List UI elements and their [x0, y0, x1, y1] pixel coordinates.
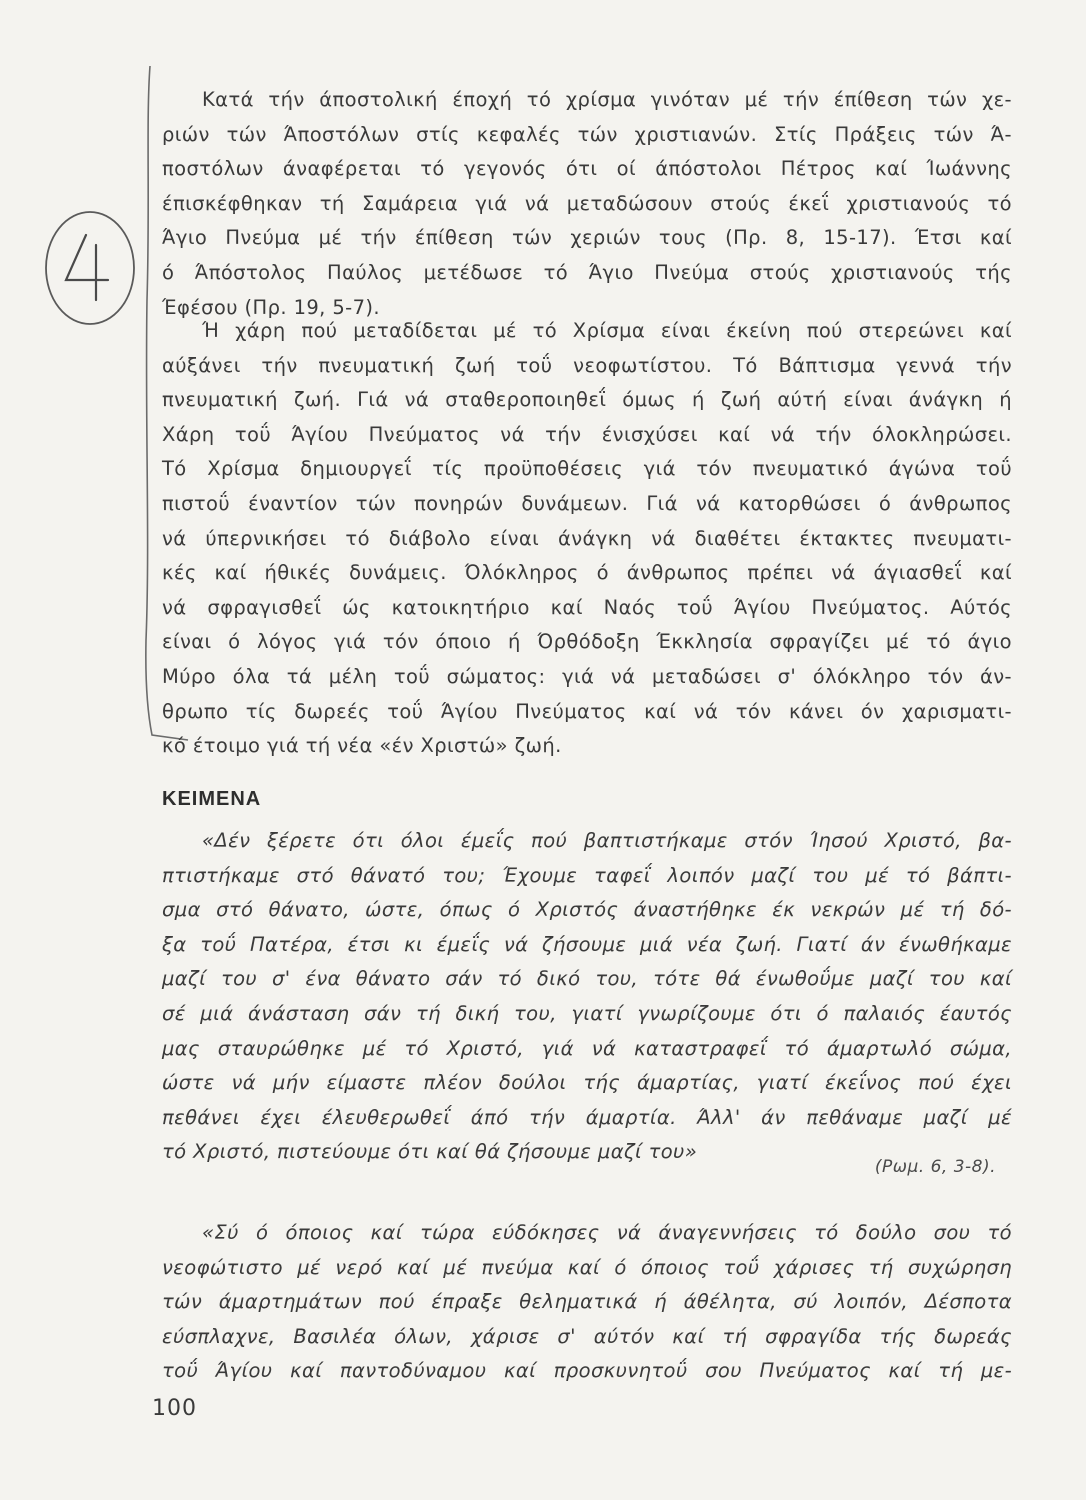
text-line: κό έτοιμο γιά τή νέα «έν Χριστώ» ζωή.	[162, 734, 562, 758]
text-line: κές καί ήθικές δυνάμεις. Όλόκληρος ό άνθρωπος πρέπει νά άγιασθεΐ καί	[162, 561, 1012, 585]
text-line: αύξάνει τήν πνευματική ζωή τοΰ νεοφωτίστου. Τό Βάπτισμα γεννά τήν	[162, 353, 1012, 377]
text-line: ό Άπόστολος Παύλος μετέδωσε τό Άγιο Πνεύμα στούς χριστιανούς τής	[162, 260, 1012, 284]
quote-line: ξα τοΰ Πατέρα, έτσι κι έμεΐς νά ζήσουμε μιά νέα ζωή. Γιατί άν ένωθήκαμε	[162, 932, 1012, 956]
quote-line: σμα στό θάνατο, ώστε, όπως ό Χριστός άναστήθηκε έκ νεκρών μέ τή δό-	[162, 898, 1012, 922]
quote-line: ώστε νά μήν είμαστε πλέον δούλοι τής άμαρτίας, γιατί έκεΐνος πού έχει	[162, 1071, 1012, 1095]
quote-line: «Δέν ξέρετε ότι όλοι έμεΐς πού βαπτιστήκαμε στόν Ίησού Χριστό, βα-	[202, 829, 1012, 852]
section-heading: ΚΕΙΜΕΝΑ	[162, 788, 262, 810]
quote-line: τοΰ Άγίου καί παντοδύναμου καί προσκυνητοΰ σου Πνεύματος καί τή με-	[162, 1359, 1012, 1383]
text-line: πιστοΰ έναντίον τών πονηρών δυνάμεων. Γιά νά κατορθώσει ό άνθρωπος	[162, 491, 1012, 515]
text-line: Μύρο όλα τά μέλη τοΰ σώματος: γιά νά μεταδώσει σ' όλόκληρο τόν άν-	[162, 664, 1012, 688]
text-line: νά ύπερνικήσει τό διάβολο είναι άνάγκη νά διαθέτει έκτακτες πνευματι-	[162, 526, 1012, 550]
text-line: ριών τών Άποστόλων στίς κεφαλές τών χριστιανών. Στίς Πράξεις τών Ά-	[162, 122, 1012, 146]
paragraph-1	[162, 83, 1012, 325]
text-line: Χάρη τοΰ Άγίου Πνεύματος νά τήν ένισχύσει καί νά τήν όλοκληρώσει.	[162, 422, 1012, 446]
text-line: πνευματική ζωή. Γιά νά σταθεροποιηθεΐ όμως ή ζωή αύτή είναι άνάγκη ή	[162, 388, 1012, 412]
quote-line: εύσπλαχνε, Βασιλέα όλων, χάρισε σ' αύτόν καί τή σφραγίδα τής δωρεάς	[162, 1324, 1012, 1348]
text-line: νά σφραγισθεΐ ώς κατοικητήριο καί Ναός τοΰ Άγίου Πνεύματος. Αύτός	[162, 595, 1012, 619]
quote-line: μας σταυρώθηκε μέ τό Χριστό, γιά νά καταστραφεΐ τό άμαρτωλό σώμα,	[162, 1036, 1012, 1060]
text-line: ποστόλων άναφέρεται τό γεγονός ότι οί άπόστολοι Πέτρος καί Ίωάννης	[162, 157, 1012, 181]
text-line: θρωπο τίς δωρεές τοΰ Άγίου Πνεύματος καί νά τόν κάνει όν χαρισματι-	[162, 699, 1012, 723]
text-line: Ή χάρη πού μεταδίδεται μέ τό Χρίσμα είναι έκείνη πού στερεώνει καί	[202, 319, 1012, 342]
text-line: Κατά τήν άποστολική έποχή τό χρίσμα γινόταν μέ τήν έπίθεση τών χε-	[202, 88, 1012, 111]
quote-line: πτιστήκαμε στό θάνατό του; Έχουμε ταφεΐ λοιπόν μαζί του μέ τό βάπτι-	[162, 863, 1012, 887]
quote-line: νεοφώτιστο μέ νερό καί μέ πνεύμα καί ό όποιος τοΰ χάρισες τή συχώρηση	[162, 1255, 1012, 1279]
quote-line: «Σύ ό όποιος καί τώρα εύδόκησες νά άναγεννήσεις τό δούλο σου τό	[202, 1221, 1012, 1244]
quote-line: πεθάνει έχει έλευθερωθεΐ άπό τήν άμαρτία. Άλλ' άν πεθάναμε μαζί μέ	[162, 1105, 1012, 1129]
text-line: έπισκέφθηκαν τή Σαμάρεια γιά νά μεταδώσουν στούς έκεΐ χριστιανούς τό	[162, 191, 1012, 215]
text-line: είναι ό λόγος γιά τόν όποιο ή Όρθόδοξη Έκκλησία σφραγίζει μέ τό άγιο	[162, 630, 1012, 654]
circled-number-mark	[46, 212, 134, 324]
page-number: 100	[152, 1396, 197, 1421]
quote-line: σέ μιά άνάσταση σάν τή δική του, γιατί γνωρίζουμε ότι ό παλαιός έαυτός	[162, 1001, 1012, 1025]
text-line: Τό Χρίσμα δημιουργεΐ τίς προϋποθέσεις γιά τόν πνευματικό άγώνα τοΰ	[162, 457, 1012, 481]
quote-romans	[162, 824, 1012, 1170]
quote-line: τό Χριστό, πιστεύουμε ότι καί θά ζήσουμε μαζί του»	[162, 1140, 698, 1164]
text-line: Άγιο Πνεύμα μέ τήν έπίθεση τών χεριών τους (Πρ. 8, 15-17). Έτσι καί	[162, 226, 1012, 250]
citation-romans: (Ρωμ. 6, 3-8).	[874, 1157, 996, 1177]
handwritten-four	[66, 235, 108, 300]
paragraph-2	[162, 314, 1012, 764]
quote-line: μαζί του σ' ένα θάνατο σάν τό δικό του, τότε θά ένωθοΰμε μαζί του καί	[162, 967, 1012, 991]
quote-line: τών άμαρτημάτων πού έπραξε θεληματικά ή άθέλητα, σύ λοιπόν, Δέσποτα	[162, 1290, 1012, 1314]
quote-prayer	[162, 1216, 1012, 1389]
text-line: Έφέσου (Πρ. 19, 5-7).	[162, 295, 381, 319]
